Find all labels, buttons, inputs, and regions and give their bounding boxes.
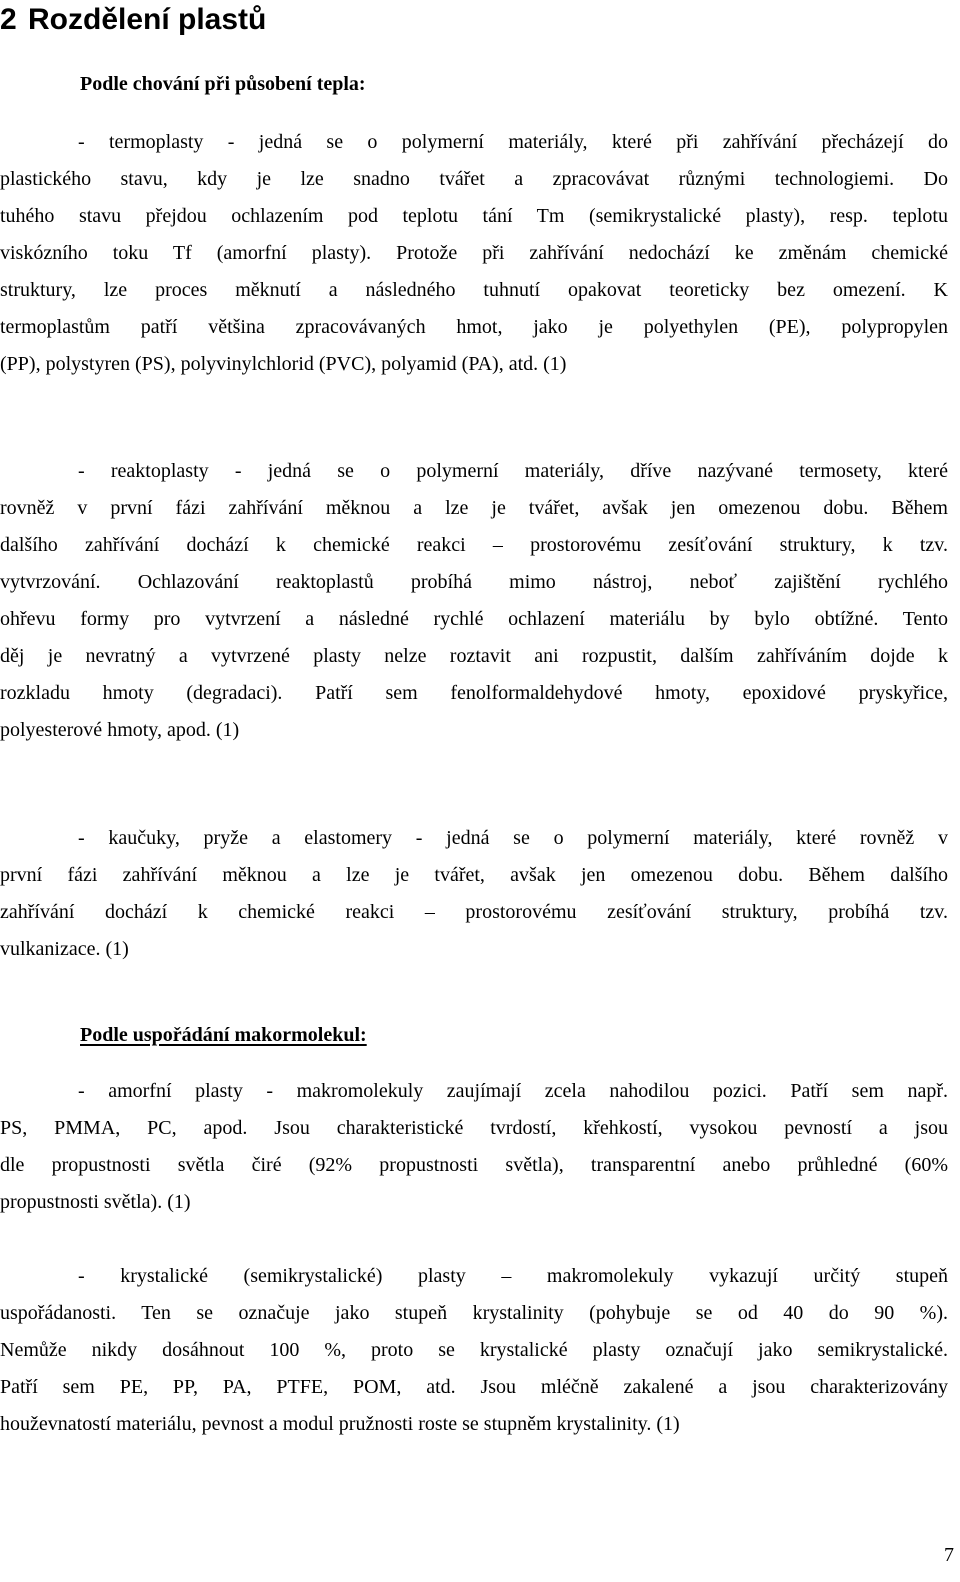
paragraph-line: vytvrzování. Ochlazování reaktoplastů probíhá mimo nástroj, neboť zajištění rychlého — [0, 571, 948, 593]
paragraph-line: vulkanizace. (1) — [0, 938, 129, 960]
paragraph-termoplasty — [0, 124, 948, 383]
paragraph-line: plastického stavu, kdy je lze snadno tvářet a zpracovávat různými technologiemi. Do — [0, 168, 948, 190]
paragraph-amorfni — [0, 1073, 948, 1221]
paragraph-line: dle propustnosti světla čiré (92% propustnosti světla), transparentní anebo průhledné (60% — [0, 1154, 948, 1176]
paragraph-reaktoplasty — [0, 453, 948, 749]
paragraph-line: rovněž v první fázi zahřívání měknou a lze je tvářet, avšak jen omezenou dobu. Během — [0, 497, 948, 519]
paragraph-line: - amorfní plasty - makromolekuly zaujímají zcela nahodilou pozici. Patří sem např. — [78, 1080, 948, 1102]
paragraph-line: termoplastům patří většina zpracovávaných hmot, jako je polyethylen (PE), polypropylen — [0, 316, 948, 338]
chapter-number: 2 — [0, 3, 17, 36]
paragraph-line: Nemůže nikdy dosáhnout 100 %, proto se krystalické plasty označují jako semikrystalické. — [0, 1339, 948, 1361]
paragraph-line: (PP), polystyren (PS), polyvinylchlorid (PVC), polyamid (PA), atd. (1) — [0, 353, 567, 375]
page-number: 7 — [944, 1544, 954, 1566]
paragraph-line: tuhého stavu přejdou ochlazením pod teplotu tání Tm (semikrystalické plasty), resp. teplotu — [0, 205, 948, 227]
paragraph-kaucuky — [0, 820, 948, 968]
paragraph-line: PS, PMMA, PC, apod. Jsou charakteristické tvrdostí, křehkostí, vysokou pevností a jsou — [0, 1117, 948, 1139]
paragraph-line: polyesterové hmoty, apod. (1) — [0, 719, 240, 741]
paragraph-line: struktury, lze proces měknutí a následného tuhnutí opakovat teoreticky bez omezení. K — [0, 279, 948, 301]
paragraph-line: první fázi zahřívání měknou a lze je tvářet, avšak jen omezenou dobu. Během dalšího — [0, 864, 948, 886]
paragraph-line: Patří sem PE, PP, PA, PTFE, POM, atd. Jsou mléčně zakalené a jsou charakterizovány — [0, 1376, 948, 1398]
paragraph-line: houževnatostí materiálu, pevnost a modul pružnosti roste se stupněm krystalinity. (1) — [0, 1413, 680, 1435]
section-heading-heat-behavior: Podle chování při působení tepla: — [80, 73, 366, 95]
paragraph-line: rozkladu hmoty (degradaci). Patří sem fenolformaldehydové hmoty, epoxidové pryskyřice, — [0, 682, 948, 704]
paragraph-line: - reaktoplasty - jedná se o polymerní materiály, dříve nazývané termosety, které — [78, 460, 948, 482]
paragraph-line: ohřevu formy pro vytvrzení a následné rychlé ochlazení materiálu by bylo obtížné. Tento — [0, 608, 948, 630]
paragraph-line: uspořádanosti. Ten se označuje jako stupeň krystalinity (pohybuje se od 40 do 90 %). — [0, 1302, 948, 1324]
chapter-title — [0, 2, 266, 38]
paragraph-line: zahřívání dochází k chemické reakci – prostorovému zesíťování struktury, probíhá tzv. — [0, 901, 948, 923]
paragraph-line: dalšího zahřívání dochází k chemické reakci – prostorovému zesíťování struktury, k tzv. — [0, 534, 948, 556]
paragraph-line: - termoplasty - jedná se o polymerní materiály, které při zahřívání přecházejí do — [78, 131, 948, 153]
paragraph-line: děj je nevratný a vytvrzené plasty nelze roztavit ani rozpustit, dalším zahříváním dojde k — [0, 645, 948, 667]
paragraph-line: - kaučuky, pryže a elastomery - jedná se o polymerní materiály, které rovněž v — [78, 827, 948, 849]
section-heading-molecular-arrangement: Podle uspořádání makormolekul: — [80, 1024, 367, 1046]
chapter-title-text: Rozdělení plastů — [28, 3, 267, 36]
paragraph-line: - krystalické (semikrystalické) plasty – makromolekuly vykazují určitý stupeň — [78, 1265, 948, 1287]
paragraph-line: propustnosti světla). (1) — [0, 1191, 191, 1213]
paragraph-line: viskózního toku Tf (amorfní plasty). Protože při zahřívání nedochází ke změnám chemické — [0, 242, 948, 264]
paragraph-krystalicke — [0, 1258, 948, 1443]
